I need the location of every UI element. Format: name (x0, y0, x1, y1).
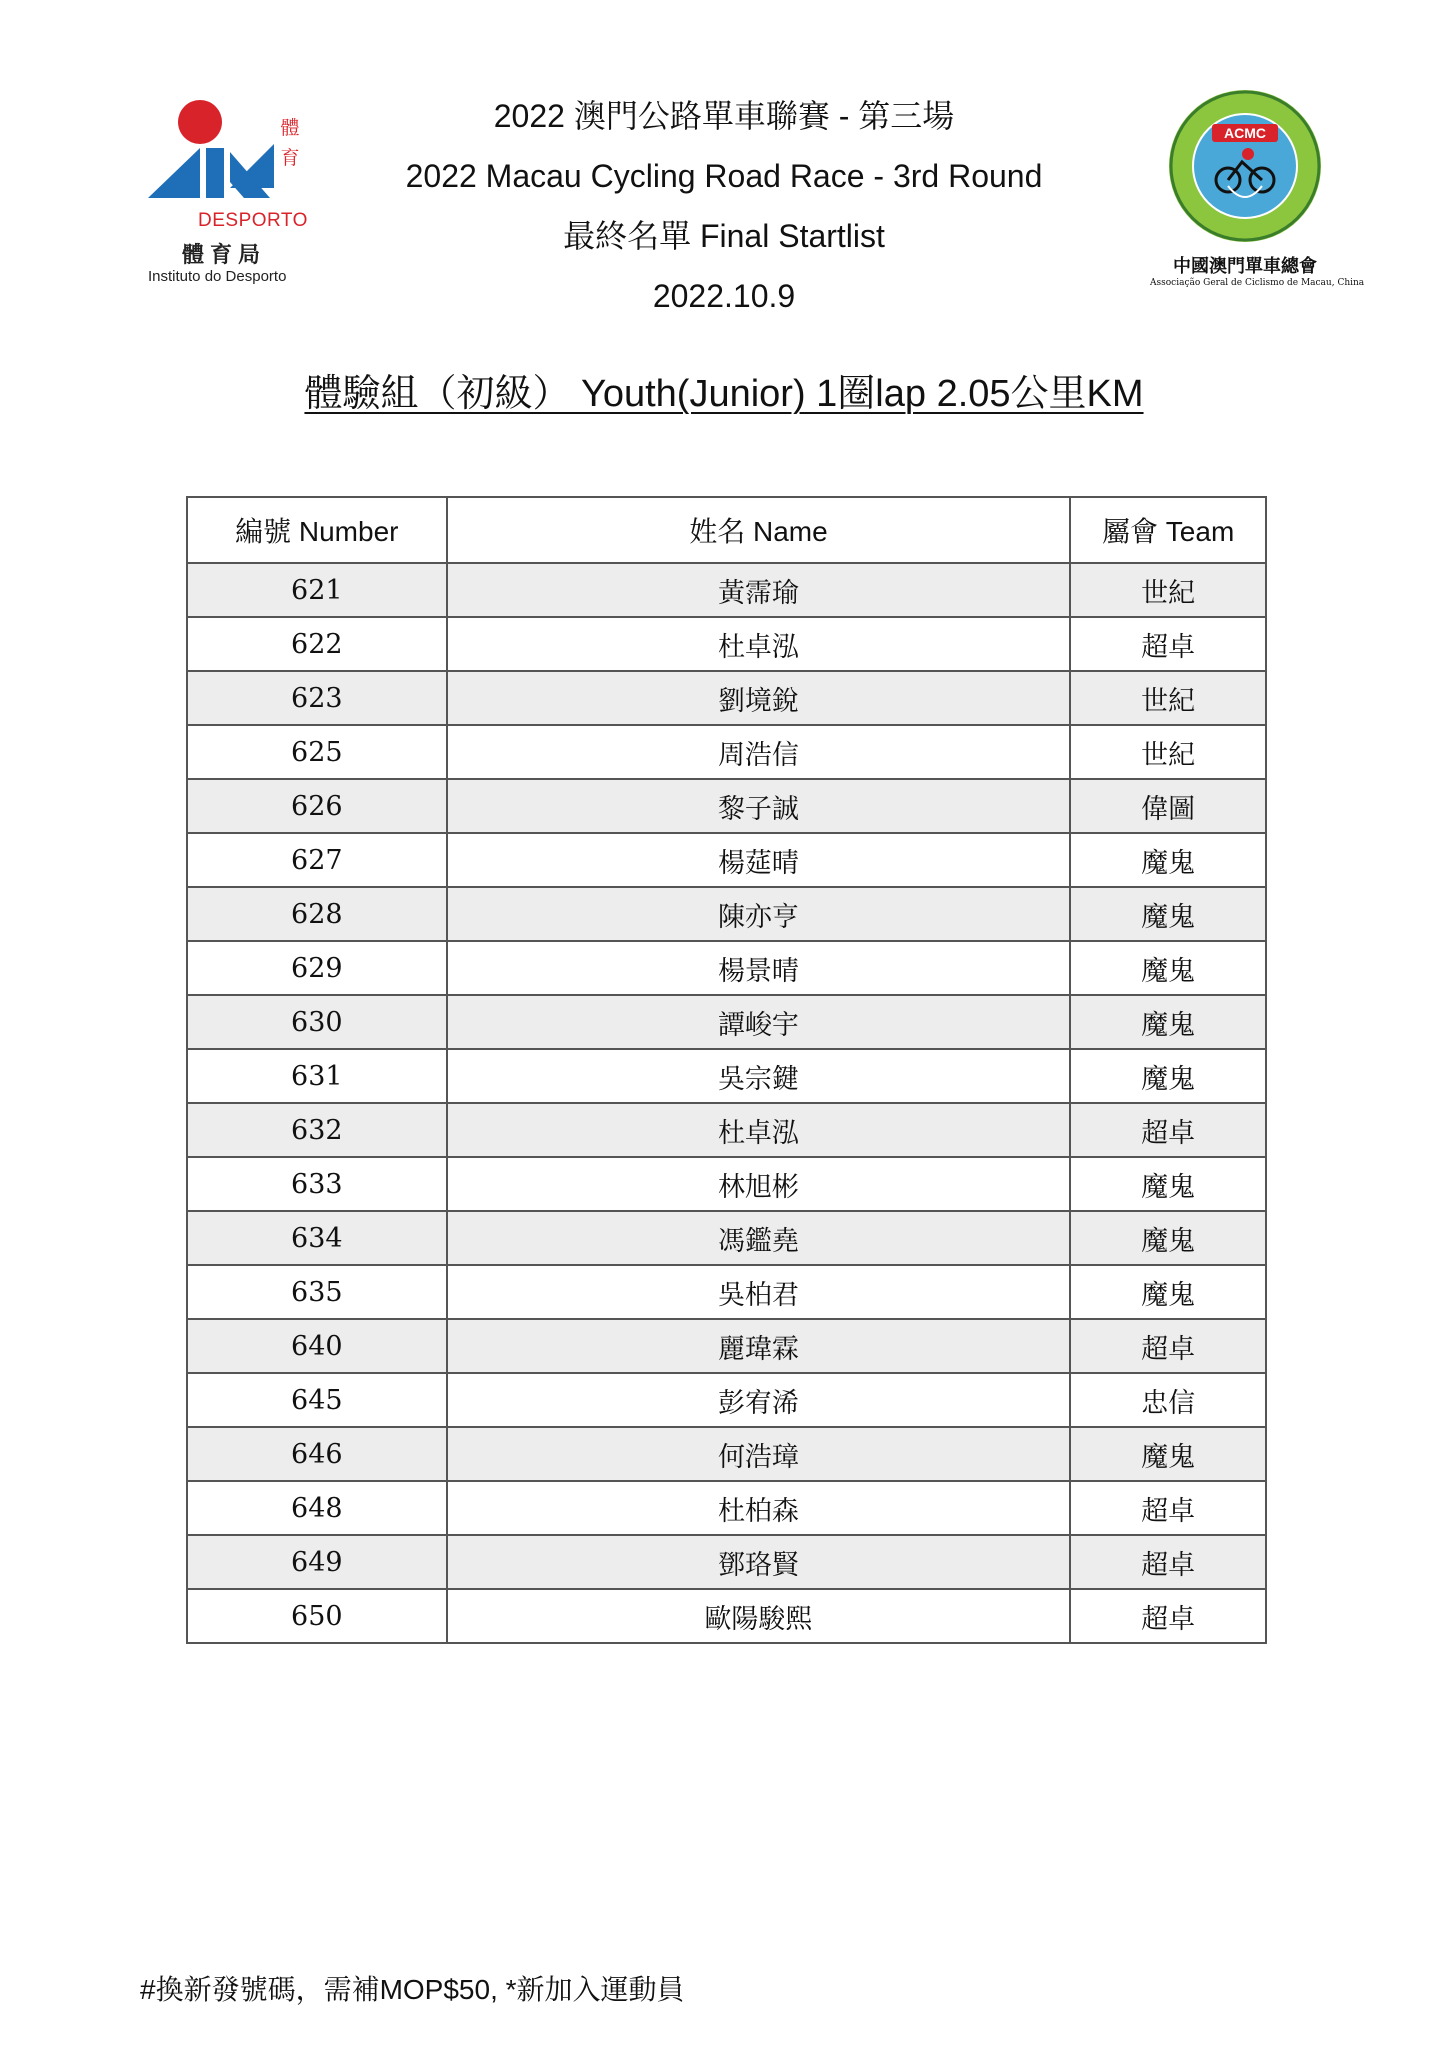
event-title-cn: 2022 澳門公路單車聯賽 - 第三場 (493, 98, 955, 134)
rider-team: 超卓 (1070, 1481, 1266, 1535)
acmc-name-pt: Associação Geral de Ciclismo de Macau, China (1150, 278, 1365, 288)
rider-team: 超卓 (1070, 1319, 1266, 1373)
rider-number: 646 (187, 1427, 447, 1481)
rider-number: 650 (187, 1589, 447, 1643)
table-row (187, 1589, 1266, 1643)
table-row (187, 941, 1266, 995)
rider-number: 625 (187, 725, 447, 779)
category-title (0, 362, 1448, 417)
rider-number: 648 (187, 1481, 447, 1535)
table-row (187, 1103, 1266, 1157)
rider-number: 621 (187, 563, 447, 617)
table-row (187, 779, 1266, 833)
rider-name: 林旭彬 (447, 1157, 1071, 1211)
rider-name: 鄧珞賢 (447, 1535, 1071, 1589)
desporto-name-cn: 體育局 (182, 242, 267, 267)
rider-name: 楊景晴 (447, 941, 1071, 995)
rider-number: 645 (187, 1373, 447, 1427)
rider-number: 632 (187, 1103, 447, 1157)
startlist-table (186, 496, 1267, 1644)
rider-name: 黃霈瑜 (447, 563, 1071, 617)
desporto-vertical-text: 體育 (280, 118, 300, 169)
event-date: 2022.10.9 (652, 278, 796, 314)
rider-team: 超卓 (1070, 617, 1266, 671)
footer-note: #換新發號碼，需補MOP$50, *新加入運動員 (140, 1974, 685, 2005)
rider-number: 622 (187, 617, 447, 671)
rider-team: 超卓 (1070, 1589, 1266, 1643)
table-row (187, 563, 1266, 617)
table-row (187, 617, 1266, 671)
rider-number: 627 (187, 833, 447, 887)
rider-name: 吳柏君 (447, 1265, 1071, 1319)
table-row (187, 1211, 1266, 1265)
rider-team: 超卓 (1070, 1103, 1266, 1157)
table-row (187, 833, 1266, 887)
rider-team: 魔鬼 (1070, 1427, 1266, 1481)
rider-team: 魔鬼 (1070, 1157, 1266, 1211)
acmc-name-cn: 中國澳門單車總會 (1173, 256, 1317, 277)
category-title-text: 體驗組（初級） Youth(Junior) 1圈lap 2.05公里KM (304, 373, 1144, 415)
desporto-name-pt: Instituto do Desporto (148, 268, 287, 285)
rider-team: 世紀 (1070, 725, 1266, 779)
rider-number: 635 (187, 1265, 447, 1319)
table-row (187, 1319, 1266, 1373)
rider-number: 626 (187, 779, 447, 833)
table-row (187, 1265, 1266, 1319)
rider-name: 歐陽駿熙 (447, 1589, 1071, 1643)
rider-number: 634 (187, 1211, 447, 1265)
table-row (187, 1049, 1266, 1103)
table-row (187, 1427, 1266, 1481)
event-title-en: 2022 Macau Cycling Road Race - 3rd Round (405, 158, 1043, 194)
rider-name: 楊莚晴 (447, 833, 1071, 887)
rider-name: 馮鑑堯 (447, 1211, 1071, 1265)
table-row (187, 1373, 1266, 1427)
table-row (187, 1535, 1266, 1589)
rider-name: 劉境銳 (447, 671, 1071, 725)
rider-team: 超卓 (1070, 1535, 1266, 1589)
rider-name: 譚峻宇 (447, 995, 1071, 1049)
rider-name: 杜卓泓 (447, 617, 1071, 671)
rider-name: 彭宥浠 (447, 1373, 1071, 1427)
rider-name: 黎子誠 (447, 779, 1071, 833)
rider-team: 魔鬼 (1070, 887, 1266, 941)
desporto-brand: DESPORTO (198, 210, 308, 231)
rider-number: 640 (187, 1319, 447, 1373)
rider-team: 偉圖 (1070, 779, 1266, 833)
rider-number: 631 (187, 1049, 447, 1103)
rider-team: 忠信 (1070, 1373, 1266, 1427)
rider-team: 世紀 (1070, 563, 1266, 617)
rider-team: 魔鬼 (1070, 995, 1266, 1049)
rider-team: 世紀 (1070, 671, 1266, 725)
column-header-number: 編號 Number (187, 497, 447, 563)
rider-team: 魔鬼 (1070, 1049, 1266, 1103)
rider-number: 629 (187, 941, 447, 995)
table-row (187, 887, 1266, 941)
rider-name: 杜柏森 (447, 1481, 1071, 1535)
rider-name: 杜卓泓 (447, 1103, 1071, 1157)
rider-team: 魔鬼 (1070, 1211, 1266, 1265)
acmc-badge-text: ACMC (1224, 125, 1266, 141)
rider-team: 魔鬼 (1070, 941, 1266, 995)
rider-name: 周浩信 (447, 725, 1071, 779)
rider-number: 649 (187, 1535, 447, 1589)
rider-number: 630 (187, 995, 447, 1049)
rider-name: 麗瑋霖 (447, 1319, 1071, 1373)
rider-name: 吳宗鍵 (447, 1049, 1071, 1103)
rider-team: 魔鬼 (1070, 1265, 1266, 1319)
rider-name: 陳亦亨 (447, 887, 1071, 941)
rider-team: 魔鬼 (1070, 833, 1266, 887)
rider-number: 633 (187, 1157, 447, 1211)
table-row (187, 725, 1266, 779)
column-header-name: 姓名 Name (447, 497, 1071, 563)
table-row (187, 995, 1266, 1049)
document-header (0, 86, 1448, 326)
startlist-title: 最終名單 Final Startlist (563, 218, 885, 254)
rider-name: 何浩璋 (447, 1427, 1071, 1481)
table-row (187, 671, 1266, 725)
table-row (187, 1481, 1266, 1535)
table-row (187, 1157, 1266, 1211)
rider-number: 628 (187, 887, 447, 941)
rider-number: 623 (187, 671, 447, 725)
column-header-team: 屬會 Team (1070, 497, 1266, 563)
table-header-row (187, 497, 1266, 563)
